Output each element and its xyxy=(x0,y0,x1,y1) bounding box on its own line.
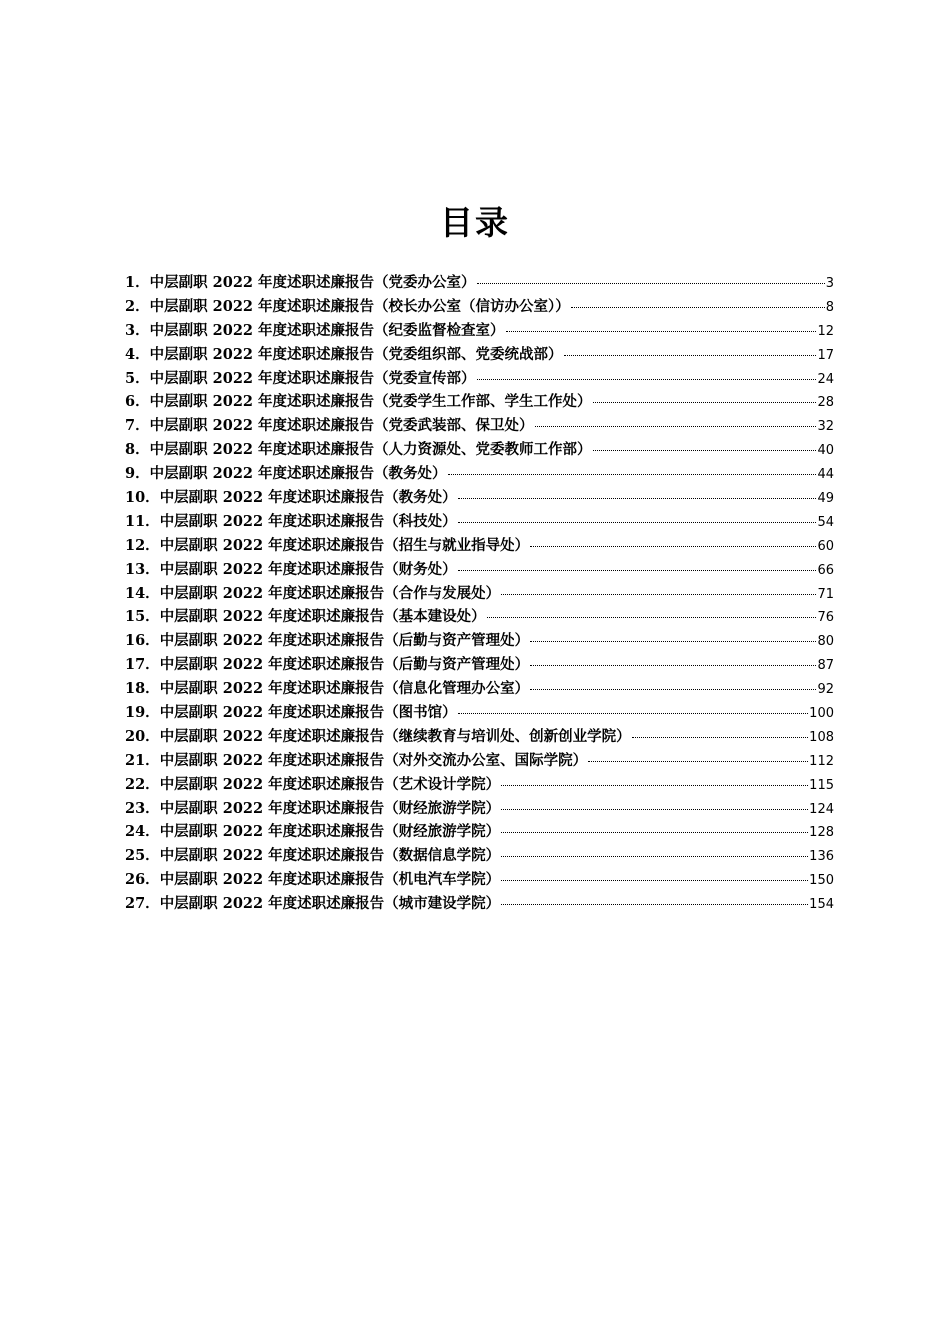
toc-dot-leader xyxy=(588,761,808,762)
toc-entry-page: 28 xyxy=(817,395,834,411)
toc-entry-number: 16． xyxy=(125,632,160,650)
toc-entry-number: 17． xyxy=(125,656,160,674)
toc-entry-page: 128 xyxy=(809,825,834,841)
toc-entry-number: 3． xyxy=(125,321,150,339)
toc-entry-page: 80 xyxy=(817,634,834,650)
toc-dot-leader xyxy=(448,474,817,475)
toc-entry-number: 14． xyxy=(125,584,160,602)
toc-entry-number: 21． xyxy=(125,751,160,769)
toc-entry[interactable] xyxy=(125,486,834,510)
toc-entry-text: 中层副职 2022 年度述职述廉报告（招生与就业指导处） xyxy=(159,536,530,554)
toc-entry-number: 13． xyxy=(125,560,160,578)
toc-entry[interactable] xyxy=(125,701,834,725)
toc-entry-page: 150 xyxy=(809,873,834,889)
toc-entry[interactable] xyxy=(125,605,834,629)
toc-dot-leader xyxy=(501,880,808,881)
toc-entry[interactable] xyxy=(125,438,834,462)
toc-entry[interactable] xyxy=(125,725,834,749)
toc-entry-page: 92 xyxy=(817,682,834,698)
toc-dot-leader xyxy=(571,307,825,308)
toc-dot-leader xyxy=(530,689,816,690)
toc-dot-leader xyxy=(501,832,808,833)
toc-entry-text: 中层副职 2022 年度述职述廉报告（人力资源处、党委教师工作部） xyxy=(149,441,592,459)
toc-entry[interactable] xyxy=(125,868,834,892)
toc-dot-leader xyxy=(458,570,817,571)
toc-entry-number: 2． xyxy=(125,297,150,315)
toc-entry-number: 9． xyxy=(125,465,150,483)
toc-entry[interactable] xyxy=(125,844,834,868)
toc-title: 目录 xyxy=(440,203,510,242)
toc-dot-leader xyxy=(506,331,817,332)
toc-entry-number: 26． xyxy=(125,871,160,889)
toc-entry[interactable] xyxy=(125,749,834,773)
toc-entry-number: 24． xyxy=(125,823,160,841)
toc-dot-leader xyxy=(593,450,817,451)
toc-entry-text: 中层副职 2022 年度述职述廉报告（财经旅游学院） xyxy=(159,823,501,841)
toc-entry-text: 中层副职 2022 年度述职述廉报告（图书馆） xyxy=(159,704,457,722)
toc-entry-number: 5． xyxy=(125,369,150,387)
toc-entry-number: 7． xyxy=(125,417,150,435)
toc-entry-page: 54 xyxy=(817,514,834,530)
toc-entry-number: 1． xyxy=(125,274,150,291)
toc-entry[interactable] xyxy=(125,629,834,653)
toc-entry-number: 8． xyxy=(125,441,150,459)
toc-entry-page: 71 xyxy=(817,586,834,602)
toc-entry-page: 108 xyxy=(809,729,834,745)
toc-entry-text: 中层副职 2022 年度述职述廉报告（合作与发展处） xyxy=(159,584,501,602)
toc-entry[interactable] xyxy=(125,534,834,558)
toc-entry-number: 25． xyxy=(125,847,160,865)
toc-entry-text: 中层副职 2022 年度述职述廉报告（财务处） xyxy=(159,560,457,578)
toc-dot-leader xyxy=(501,594,816,595)
toc-entry-text: 中层副职 2022 年度述职述廉报告（艺术设计学院） xyxy=(159,775,501,793)
toc-entry-text: 中层副职 2022 年度述职述廉报告（机电汽车学院） xyxy=(159,871,501,889)
toc-entry-page: 100 xyxy=(809,706,834,722)
toc-entry-text: 中层副职 2022 年度述职述廉报告（教务处） xyxy=(159,489,457,507)
toc-dot-leader xyxy=(530,546,816,547)
toc-entry-number: 22． xyxy=(125,775,160,793)
toc-entry-page: 44 xyxy=(817,467,834,483)
toc-entry-page: 66 xyxy=(817,562,834,578)
toc-entry-text: 中层副职 2022 年度述职述廉报告（对外交流办公室、国际学院） xyxy=(159,751,588,769)
toc-entry[interactable] xyxy=(125,558,834,582)
toc-entry[interactable] xyxy=(125,319,834,343)
toc-dot-leader xyxy=(477,379,817,380)
toc-dot-leader xyxy=(535,426,817,427)
toc-dot-leader xyxy=(458,713,809,714)
toc-entry[interactable] xyxy=(125,582,834,606)
toc-entry-page: 3 xyxy=(825,276,834,291)
toc-dot-leader xyxy=(564,355,817,356)
toc-entry-text: 中层副职 2022 年度述职述廉报告（城市建设学院） xyxy=(159,895,501,913)
toc-list xyxy=(125,271,834,916)
toc-dot-leader xyxy=(530,665,816,666)
toc-entry-page: 154 xyxy=(809,897,834,913)
toc-entry[interactable] xyxy=(125,462,834,486)
toc-entry-text: 中层副职 2022 年度述职述廉报告（党委学生工作部、学生工作处） xyxy=(149,393,592,411)
toc-entry-number: 23． xyxy=(125,799,160,817)
toc-entry-page: 124 xyxy=(809,801,834,817)
toc-entry[interactable] xyxy=(125,820,834,844)
toc-entry-text: 中层副职 2022 年度述职述廉报告（数据信息学院） xyxy=(159,847,501,865)
toc-entry-page: 87 xyxy=(817,658,834,674)
toc-entry[interactable] xyxy=(125,295,834,319)
toc-entry-text: 中层副职 2022 年度述职述廉报告（党委办公室） xyxy=(149,274,476,291)
toc-entry-page: 32 xyxy=(817,419,834,435)
toc-dot-leader xyxy=(501,856,808,857)
toc-entry-page: 76 xyxy=(817,610,834,626)
toc-entry-page: 49 xyxy=(817,491,834,507)
toc-dot-leader xyxy=(501,809,808,810)
toc-entry-text: 中层副职 2022 年度述职述廉报告（后勤与资产管理处） xyxy=(159,656,530,674)
toc-entry[interactable] xyxy=(125,773,834,797)
toc-entry-text: 中层副职 2022 年度述职述廉报告（基本建设处） xyxy=(159,608,486,626)
toc-entry-number: 11． xyxy=(125,512,160,530)
toc-entry-text: 中层副职 2022 年度述职述廉报告（校长办公室（信访办公室）） xyxy=(149,297,570,315)
toc-entry-text: 中层副职 2022 年度述职述廉报告（教务处） xyxy=(149,465,447,483)
toc-entry-page: 17 xyxy=(817,347,834,363)
toc-entry-text: 中层副职 2022 年度述职述廉报告（后勤与资产管理处） xyxy=(159,632,530,650)
toc-entry[interactable] xyxy=(125,653,834,677)
toc-dot-leader xyxy=(487,617,817,618)
toc-entry[interactable] xyxy=(125,271,834,295)
toc-entry-text: 中层副职 2022 年度述职述廉报告（继续教育与培训处、创新创业学院） xyxy=(159,727,631,745)
toc-dot-leader xyxy=(632,737,809,738)
toc-entry-number: 20． xyxy=(125,727,160,745)
toc-entry-number: 27． xyxy=(125,895,160,913)
toc-dot-leader xyxy=(530,641,816,642)
toc-entry-text: 中层副职 2022 年度述职述廉报告（信息化管理办公室） xyxy=(159,680,530,698)
toc-entry-text: 中层副职 2022 年度述职述廉报告（纪委监督检查室） xyxy=(149,321,505,339)
toc-dot-leader xyxy=(501,785,808,786)
toc-entry-page: 12 xyxy=(817,323,834,339)
toc-entry[interactable] xyxy=(125,343,834,367)
toc-entry-number: 19． xyxy=(125,704,160,722)
toc-entry-text: 中层副职 2022 年度述职述廉报告（财经旅游学院） xyxy=(159,799,501,817)
toc-dot-leader xyxy=(501,904,808,905)
toc-entry-number: 4． xyxy=(125,345,150,363)
toc-entry[interactable] xyxy=(125,797,834,821)
toc-entry-page: 60 xyxy=(817,538,834,554)
toc-entry-page: 136 xyxy=(809,849,834,865)
toc-entry-number: 6． xyxy=(125,393,150,411)
toc-entry-page: 112 xyxy=(809,753,834,769)
toc-entry-page: 115 xyxy=(809,777,834,793)
toc-entry-page: 24 xyxy=(817,371,834,387)
toc-entry[interactable] xyxy=(125,414,834,438)
toc-entry-text: 中层副职 2022 年度述职述廉报告（科技处） xyxy=(159,512,457,530)
toc-dot-leader xyxy=(593,402,817,403)
toc-entry-text: 中层副职 2022 年度述职述廉报告（党委组织部、党委统战部） xyxy=(149,345,563,363)
toc-entry-number: 10． xyxy=(125,489,160,507)
toc-entry[interactable] xyxy=(125,677,834,701)
toc-dot-leader xyxy=(458,522,817,523)
toc-entry[interactable] xyxy=(125,367,834,391)
toc-entry-page: 40 xyxy=(817,443,834,459)
toc-dot-leader xyxy=(477,283,825,284)
toc-entry[interactable] xyxy=(125,892,834,916)
toc-entry-number: 12． xyxy=(125,536,160,554)
toc-entry-number: 15． xyxy=(125,608,160,626)
toc-entry-text: 中层副职 2022 年度述职述廉报告（党委武装部、保卫处） xyxy=(149,417,534,435)
toc-dot-leader xyxy=(458,498,817,499)
toc-entry-text: 中层副职 2022 年度述职述廉报告（党委宣传部） xyxy=(149,369,476,387)
toc-entry[interactable] xyxy=(125,510,834,534)
toc-entry-number: 18． xyxy=(125,680,160,698)
toc-entry-page: 8 xyxy=(825,299,834,315)
toc-entry[interactable] xyxy=(125,390,834,414)
